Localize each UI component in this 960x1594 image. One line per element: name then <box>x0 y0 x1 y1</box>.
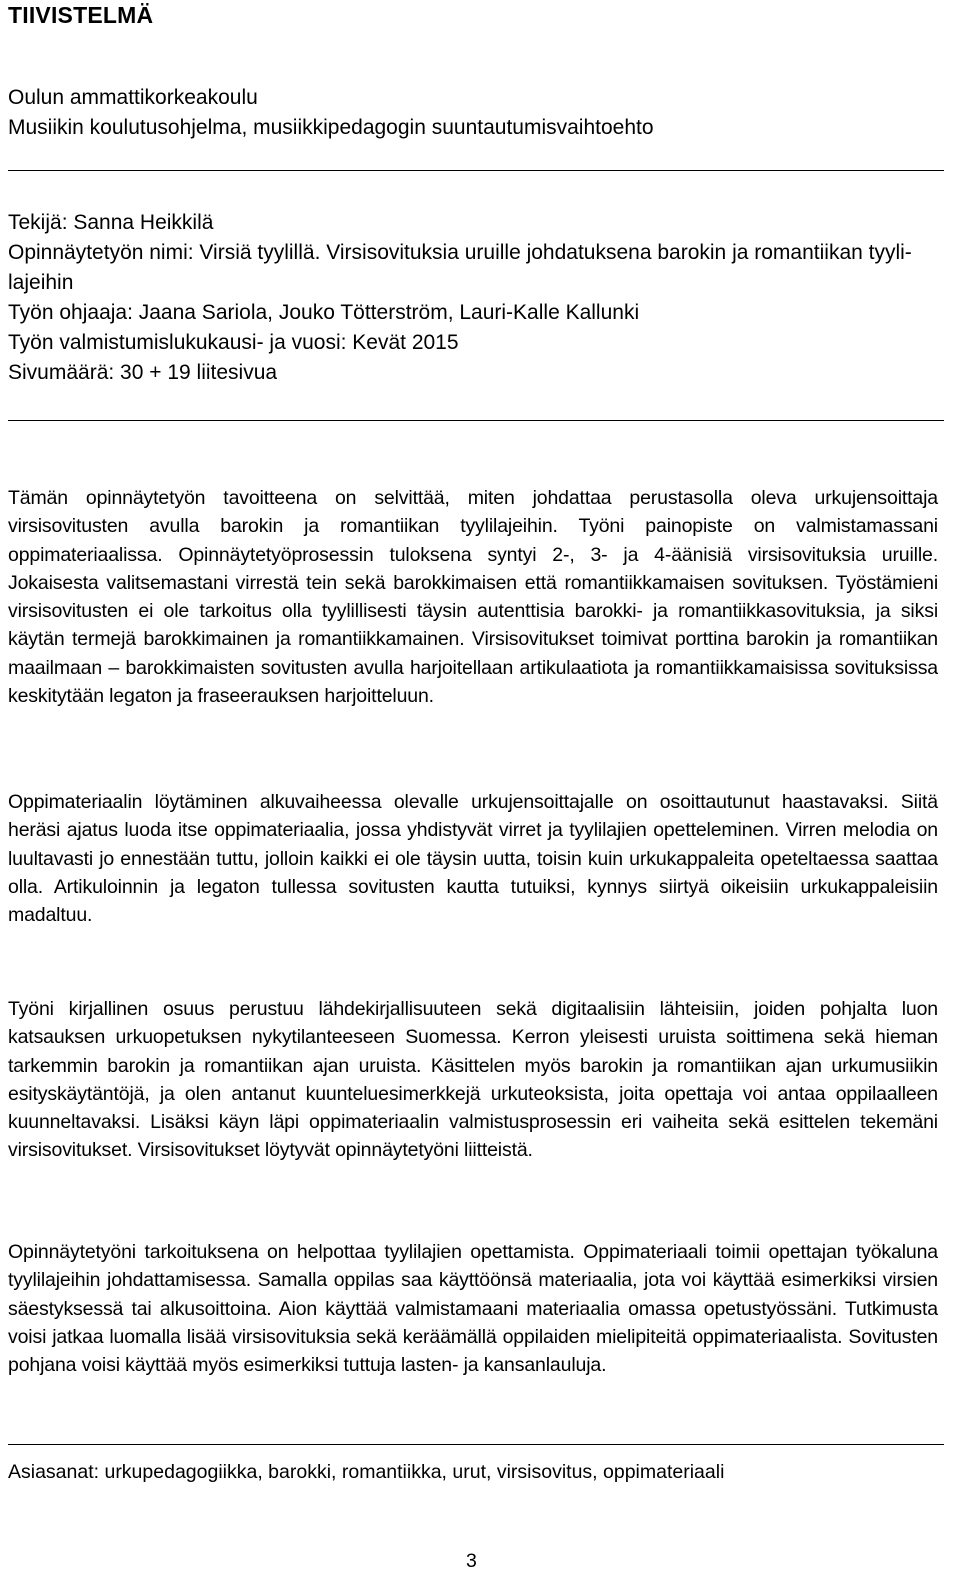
page-heading: TIIVISTELMÄ <box>8 2 154 28</box>
abstract-paragraph-3: Työni kirjallinen osuus perustuu lähdekirjallisuuteen sekä digitaalisiin lähteisiin, joiden pohjalta luon katsauksen urkuopetuksen nykytilanteeseen Suomessa. Kerron yleisesti uruista soittimena sekä hieman tarkemmin barokin ja romantiikan ajan uruista. Käsittelen myös barokin ja romantiikan ajan urkumusiikin esityskäytäntöjä, ja olen antanut kuunteluesimerkkejä urkuteoksista, joita opettaja voi antaa oppilaalleen kuunneltavaksi. Lisäksi käyn läpi oppimateriaalin valmistusprosessin eri vaiheita sekä esittelen tekemäni virsisovitukset. Virsisovitukset löytyvät opinnäytetyöni liitteistä. <box>8 998 938 1162</box>
institution: Oulun ammattikorkeakoulu <box>8 86 258 109</box>
supervisors: Työn ohjaaja: Jaana Sariola, Jouko Tötterström, Lauri-Kalle Kallunki <box>8 301 640 324</box>
page-number: 3 <box>466 1550 477 1572</box>
abstract-paragraph-1: Tämän opinnäytetyön tavoitteena on selvittää, miten johdattaa perustasolla oleva urkujensoittaja virsisovitusten avulla barokin ja romantiikan tyylilajeihin. Työni painopiste on valmistamassani oppimateriaalissa. Opinnäytetyöprosessin tuloksena syntyi 2-, 3- ja 4-äänisiä virsisovituksia uruille. Jokaisesta valitsemastani virrestä tein sekä barokkimaisen että romantiikkamaisen sovituksen. Työstämieni virsisovitusten ei ole tarkoitus olla tyylillisesti täysin autenttisia barokki- ja romantiikkasovituksia, ja siksi käytän termejä barokkimainen ja romantiikkamainen. Virsisovitukset toimivat porttina barokin ja romantiikan maailmaan – barokkimaisten sovitusten avulla harjoitellaan artikulaatiota ja romantiikkamaisissa sovituksissa keskitytään legaton ja fraseerauksen harjoitteluun. <box>8 487 938 708</box>
top-divider <box>8 170 944 171</box>
author: Tekijä: Sanna Heikkilä <box>8 211 214 234</box>
completion-semester: Työn valmistumislukukausi- ja vuosi: Kevät 2015 <box>8 331 459 354</box>
middle-divider <box>8 420 944 421</box>
abstract-paragraph-4: Opinnäytetyöni tarkoituksena on helpottaa tyylilajien opettamista. Oppimateriaali toimii opettajan työkaluna tyylilajeihin johdattamisessa. Samalla oppilas saa käyttöönsä materiaalia, jota voi käyttää esimerkiksi virsien säestyksessä tai alkusoittoina. Aion käyttää valmistamaani materiaalia omassa opetustyössäni. Tutkimusta voisi jatkaa luomalla lisää virsisovituksia sekä keräämällä oppilaiden mielipiteitä oppimateriaalista. Sovitusten pohjana voisi käyttää myös esimerkiksi tuttuja lasten- ja kansanlauluja. <box>8 1241 938 1377</box>
page-count: Sivumäärä: 30 + 19 liitesivua <box>8 361 278 384</box>
abstract-paragraph-2: Oppimateriaalin löytäminen alkuvaiheessa olevalle urkujensoittajalle on osoittautunut haastavaksi. Siitä heräsi ajatus luoda itse oppimateriaalia, jossa yhdistyvät virret ja tyylilajien opetteleminen. Virren melodia on luultavasti jo ennestään tuttu, jolloin kaikki ei ole täysin uutta, toisin kuin urkukappaleita opeteltaessa saattaa olla. Artikuloinnin ja legaton tullessa sovitusten kautta tutuiksi, kynnys siirtyä oikeisiin urkukappaleisiin madaltuu. <box>8 791 938 927</box>
keywords: Asiasanat: urkupedagogiikka, barokki, romantiikka, urut, virsisovitus, oppimateriaali <box>8 1461 725 1483</box>
bottom-divider <box>8 1444 944 1445</box>
programme: Musiikin koulutusohjelma, musiikkipedagogin suuntautumisvaihtoehto <box>8 116 654 139</box>
thesis-title-line-2: lajeihin <box>8 271 74 294</box>
thesis-title-line-1: Opinnäytetyön nimi: Virsiä tyylillä. Virsisovituksia uruille johdatuksena barokin ja romantiikan tyyli- <box>8 241 912 264</box>
